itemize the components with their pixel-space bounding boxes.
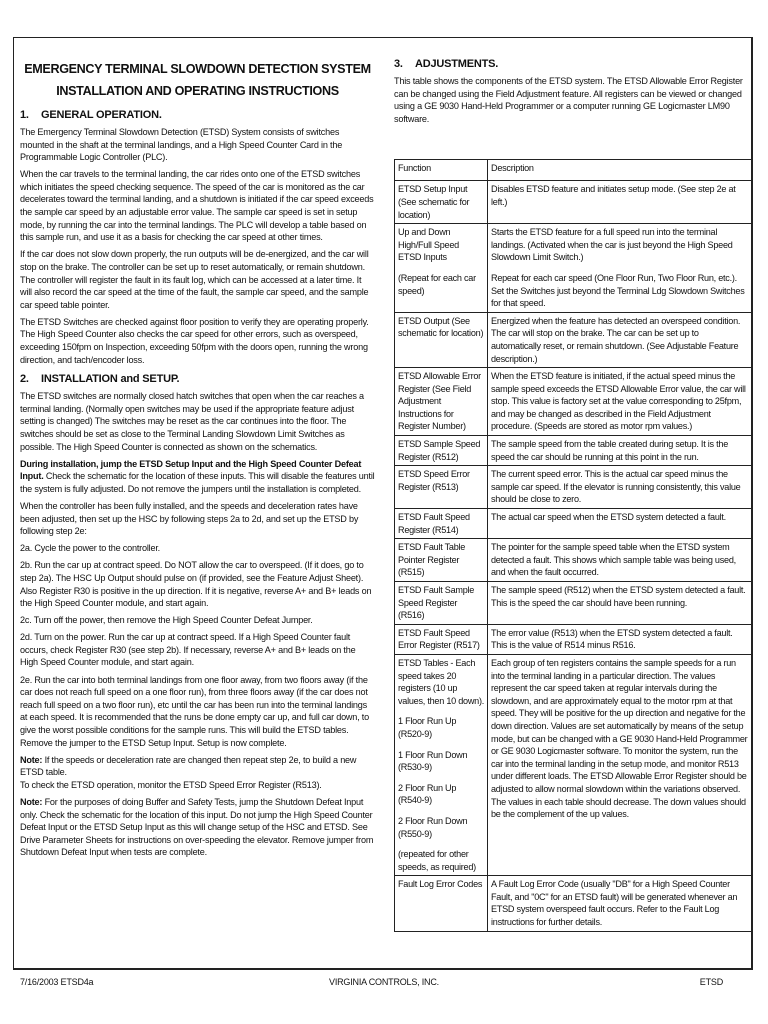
sec1-paragraph-2: When the car travels to the terminal landing, the car rides onto one of the ETSD switches which initiates the speed checking sequence. The speed of the car is monitored as the car decelerates toward the terminal landing, and a shutdown is initiated if the car speed exceeds the sample car speed by an adjustable error value. The sample car speed is set in setup mode, by running the car into the terminal landings. The PLC will develop a table based on this sample run, and use it as a basis for checking the car speed at other times. [20,169,374,243]
section-3-heading [394,58,746,70]
table-row [395,539,752,582]
description-cell: The sample speed (R512) when the ETSD system detected a fault. This is the speed the car should have been running. [488,582,752,625]
table-header-function: Function [395,160,488,181]
description-cell: The pointer for the sample speed table when the ETSD system detected a fault. This shows which sample table was being used, and when the fault occurred. [488,539,752,582]
description-text: Starts the ETSD feature for a full speed run into the terminal landings. (Activated when the car is just beyond the High Speed Slowdown Limit Switch.) [491,227,733,263]
table-row [395,466,752,509]
footer-company: VIRGINIA CONTROLS, INC. [329,977,439,987]
step-2c: 2c. Turn off the power, then remove the High Speed Counter Defeat Jumper. [20,615,313,626]
sec1-paragraph-3: If the car does not slow down properly, the run outputs will be de-energized, and the car will stop on the brake. The controller can be set up to reset automatically, or remain shutdown. The controller will register the fault in its fault log, which can be accessed at a later time. It will also record the car speed at the time of the fault, the sample car speed, and the sample car speed table pointer. [20,249,369,310]
description-cell: The error value (R513) when the ETSD system detected a fault. This is the value of R514 minus R516. [488,624,752,654]
function-subtext: (Repeat for each car speed) [398,272,476,296]
document-title-line1: EMERGENCY TERMINAL SLOWDOWN DETECTION SYSTEM [24,62,371,76]
function-cell: ETSD Fault Speed Register (R514) [395,509,488,539]
jumper-warning-rest: Check the schematic for the location of these inputs. This will disable the features until the system is fully adjusted. Do not remove the jumpers until the installation is completed. [20,471,375,494]
step-2e: 2e. Run the car into both terminal landings from one floor away, from two floors away (if the car does not reach full speed on a one floor run), from three floors away (if the car does not reach full speed on a two floor run), etc until the car has been run into the terminal landings at each speed. It is recommended that the runs be done empty car up, and full car down, to give the worst possible conditions for the sample runs. This will build the ETSD tables. Remove the jumper to the ETSD Setup Input. Setup is now complete. [20,674,369,748]
function-cell: ETSD Speed Error Register (R513) [395,466,488,509]
function-cell: ETSD Sample Speed Register (R512) [395,436,488,466]
section-2-number: 2. [20,373,29,386]
sec3-intro: This table shows the components of the ETSD system. The ETSD Allowable Error Register can be changed using the Field Adjustment feature. All registers can be viewed or changed using a GE 9030 Hand-Held Programmer or a computer running GE Logicmaster LM90 software. [394,76,743,124]
table-register-range: 2 Floor Run Up (R540-9) [398,782,457,806]
table-row [395,876,752,931]
function-cell: ETSD Fault Speed Error Register (R517) [395,624,488,654]
right-column [394,58,746,932]
table-header-description: Description [488,160,752,181]
function-cell: Fault Log Error Codes [395,876,488,931]
section-3-title: ADJUSTMENTS. [415,58,499,70]
table-header-row [395,160,752,181]
note-2 [20,796,375,859]
note-1-line1: If the speeds or deceleration rate are changed then repeat step 2e, to build a new ETSD table. [20,754,357,778]
table-row [395,312,752,367]
table-register-range: 1 Floor Run Up (R520-9) [398,716,457,739]
table-row [395,582,752,625]
function-cell: ETSD Fault Table Pointer Register (R515) [395,539,488,582]
table-row [395,368,752,436]
table-row [395,436,752,466]
note-1-line2: To check the ETSD operation, monitor the ETSD Speed Error Register (R513). [20,779,322,790]
note-2-label: Note: [20,796,43,807]
step-2d: 2d. Turn on the power. Run the car up at contract speed. If a High Speed Counter fault occurs, check Register R30 (see step 2b). If necessary, reverse A+ and B+ leads on the High Speed Counter module, and start again. [20,632,356,668]
section-1-title: GENERAL OPERATION. [41,109,162,121]
etsd-components-table [394,159,752,931]
description-cell: Disables ETSD feature and initiates setup mode. (See step 2e at left.) [488,181,752,224]
left-column [20,58,375,863]
description-cell [488,224,752,313]
function-cell: ETSD Fault Sample Speed Register (R516) [395,582,488,625]
step-2b: 2b. Run the car up at contract speed. Do NOT allow the car to overspeed. (If it does, go to step 2a). The HSC Up Output should pulse on (if provided, see the Feature Adjust Sheet). Also Register R30 is positive in the up direction. If it is negative, reverse A+ and B+ leads on the High Speed Counter module, and start again. [20,560,372,609]
description-cell: Energized when the feature has detected an overspeed condition. The car will stop on the brake. The car can be set up to automatically reset, or remain shutdown. (See Adjustable Feature description.) [488,312,752,367]
function-cell [395,224,488,313]
function-text: Up and Down High/Full Speed ETSD Inputs [398,227,459,263]
section-1-number: 1. [20,109,29,121]
table-row [395,509,752,539]
document-title-line2: INSTALLATION AND OPERATING INSTRUCTIONS [56,84,339,98]
step-2a: 2a. Cycle the power to the controller. [20,543,161,554]
table-register-range: 2 Floor Run Down (R550-9) [398,815,468,839]
table-row [395,181,752,224]
section-1-heading [20,109,375,121]
table-row [395,654,752,875]
jumper-warning: During installation, jump the ETSD Setup Input and the High Speed Counter Defeat Input. [20,458,362,482]
description-cell: The actual car speed when the ETSD system detected a fault. [488,509,752,539]
footer-date-docid: 7/16/2003 ETSD4a [20,977,94,987]
function-subtext: (repeated for other speeds, as required) [398,849,476,872]
description-cell: Each group of ten registers contains the sample speeds for a run into the terminal landing in a particular direction. The values represent the car speed taken at regular intervals during the slowdown, and are approximately equal to the motor rpm at that speed. They will be positive for the up direction and negative for the down direction. Values are set automatically by means of the setup mode, but can be changed with a GE 9030 Hand-Held Programmer or GE 9030 Logicmaster software. To monitor the system, run the car into the terminal landing in the setup mode, and monitor R513 under different loads. The ETSD Allowable Error Register should be adjusted to allow normal slowdown within the variations observed. The values in each table should decrease. The down values should be the complement of the up values. [488,654,752,875]
description-cell: A Fault Log Error Code (usually "DB" for a High Speed Counter Fault, and "0C" for an ETSD fault) will be generated whenever an ETSD system overspeed fault occurs. Refer to the Fault Log instructions for further details. [488,876,752,931]
section-3-number: 3. [394,58,403,70]
function-cell: ETSD Allowable Error Register (See Field Adjustment Instructions for Register Number) [395,368,488,436]
sec2-paragraph-3: When the controller has been fully installed, and the speeds and deceleration rates have been adjusted, then set up the HSC by following steps 2a to 2d, and set up the ETSD by following step 2e: [20,500,359,537]
description-cell: The sample speed from the table created during setup. It is the speed the car should be running at this point in the run. [488,436,752,466]
sec1-paragraph-1: The Emergency Terminal Slowdown Detection (ETSD) System consists of switches mounted in the shaft at the terminal landings, and a High Speed Counter Card in the Programmable Logic Controller (PLC). [20,127,343,163]
function-cell [395,654,488,875]
sec1-paragraph-4: The ETSD Switches are checked against floor position to verify they are operating properly. The High Speed Counter also checks the car speed for other errors, such as overspeed, exceeding 150fpm on Inspection, exceeding 50fpm with the doors open, running the wrong direction, and tach/encoder loss. [20,316,369,365]
section-2-heading [20,373,375,385]
table-register-range: 1 Floor Run Down (R530-9) [398,749,468,773]
function-text: ETSD Tables - Each speed takes 20 registers (10 up values, then 10 down). [398,657,485,706]
description-subtext: Repeat for each car speed (One Floor Run, Two Floor Run, etc.). Set the Switches just beyond the Terminal Ldg Slowdown Switches for that speed. [491,272,745,309]
function-cell: ETSD Output (See schematic for location) [395,312,488,367]
function-cell: ETSD Setup Input (See schematic for location) [395,181,488,224]
description-cell: The current speed error. This is the actual car speed minus the sample car speed. If the elevator is running consistently, this value should be close to zero. [488,466,752,509]
table-row [395,224,752,313]
sec2-paragraph-2 [20,458,375,496]
note-1-label: Note: [20,754,43,765]
sec2-paragraph-1: The ETSD switches are normally closed hatch switches that open when the car reaches a terminal landing. (Normally open switches may be used if the appropriate feature adjust setting is changed) The switches may be reset as the car continues into the floor. The switches should be set as close to the Terminal Landing Slowdown Limit Switches as possible. The High Speed Counter is connected as shown on the schematics. [20,391,364,452]
note-1 [20,754,375,792]
section-2-title: INSTALLATION and SETUP. [41,373,180,386]
description-cell: When the ETSD feature is initiated, if the actual speed minus the sample speed exceeds the ETSD Allowable Error value, the car will stop. This value is factory set at the value corresponding to 25fpm, and may be changed as described in the Field Adjustment procedure. (Speeds are stored as motor rpm values.) [488,368,752,436]
table-row [395,624,752,654]
footer-doc-code: ETSD [699,977,723,987]
note-2-text: For the purposes of doing Buffer and Safety Tests, jump the Shutdown Defeat Input only. Check the schematic for the location of this input. Do not jump the High Speed Counter Defeat Input or the ETSD Setup Input as this will change setup of the HSC and ETSD. See Drive Parameter Sheets for instructions on over-speeding the elevator. Remove jumper from Shutdown Defeat Input when tests are complete. [20,796,374,858]
